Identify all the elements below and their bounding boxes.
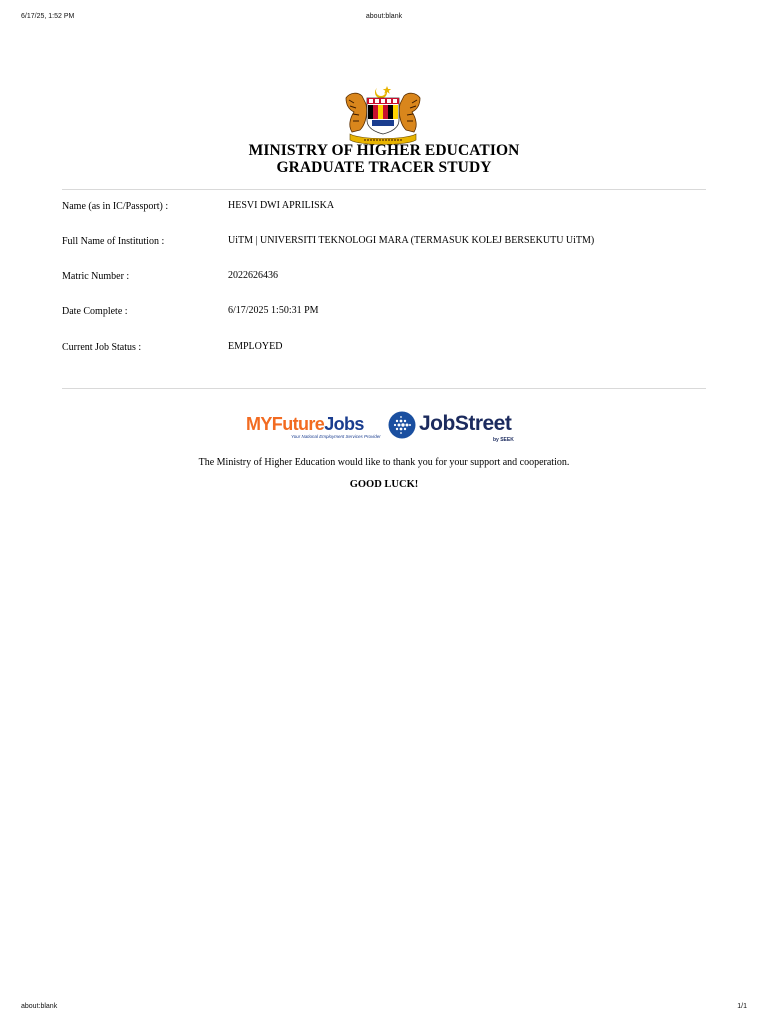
print-datetime: 6/17/25, 1:52 PM [21, 13, 75, 20]
field-row-institution [62, 236, 706, 252]
field-label: Name (as in IC/Passport) : [62, 201, 169, 212]
field-row-job-status [62, 342, 706, 358]
field-row-date [62, 306, 706, 322]
jobstreet-globe-icon [388, 411, 416, 439]
divider-bottom [62, 388, 706, 389]
page-title-line1: MINISTRY OF HIGHER EDUCATION [248, 142, 520, 159]
coat-of-arms-logo [340, 84, 426, 146]
partner-logos [246, 408, 522, 444]
field-value: EMPLOYED [228, 341, 283, 352]
page-title-line2: GRADUATE TRACER STUDY [276, 159, 492, 176]
field-value: UiTM | UNIVERSITI TEKNOLOGI MARA (TERMASUK KOLEJ BERSEKUTU UiTM) [228, 235, 595, 246]
page-number: 1/1 [737, 1003, 747, 1010]
closing-message: GOOD LUCK! [349, 479, 419, 490]
field-value: HESVI DWI APRILISKA [228, 200, 335, 211]
field-value: 6/17/2025 1:50:31 PM [228, 305, 319, 316]
field-label: Full Name of Institution : [62, 236, 165, 247]
field-row-name [62, 201, 706, 217]
print-url: about:blank [365, 13, 403, 20]
divider-top [62, 189, 706, 190]
myfuturejobs-tagline: Your National Employment Services Provider [291, 434, 381, 439]
footer-url: about:blank [21, 1003, 58, 1010]
field-value: 2022626436 [228, 270, 278, 281]
field-label: Matric Number : [62, 271, 130, 282]
jobstreet-logo: JobStreet [419, 412, 512, 435]
myfuturejobs-logo: MYFutureJobs [246, 414, 364, 434]
field-row-matric [62, 271, 706, 287]
field-label: Date Complete : [62, 306, 128, 317]
jobstreet-by-seek: by SEEK [493, 437, 514, 443]
thanks-message: The Ministry of Higher Education would like to thank you for your support and cooperation. [198, 457, 570, 468]
field-label: Current Job Status : [62, 342, 142, 353]
